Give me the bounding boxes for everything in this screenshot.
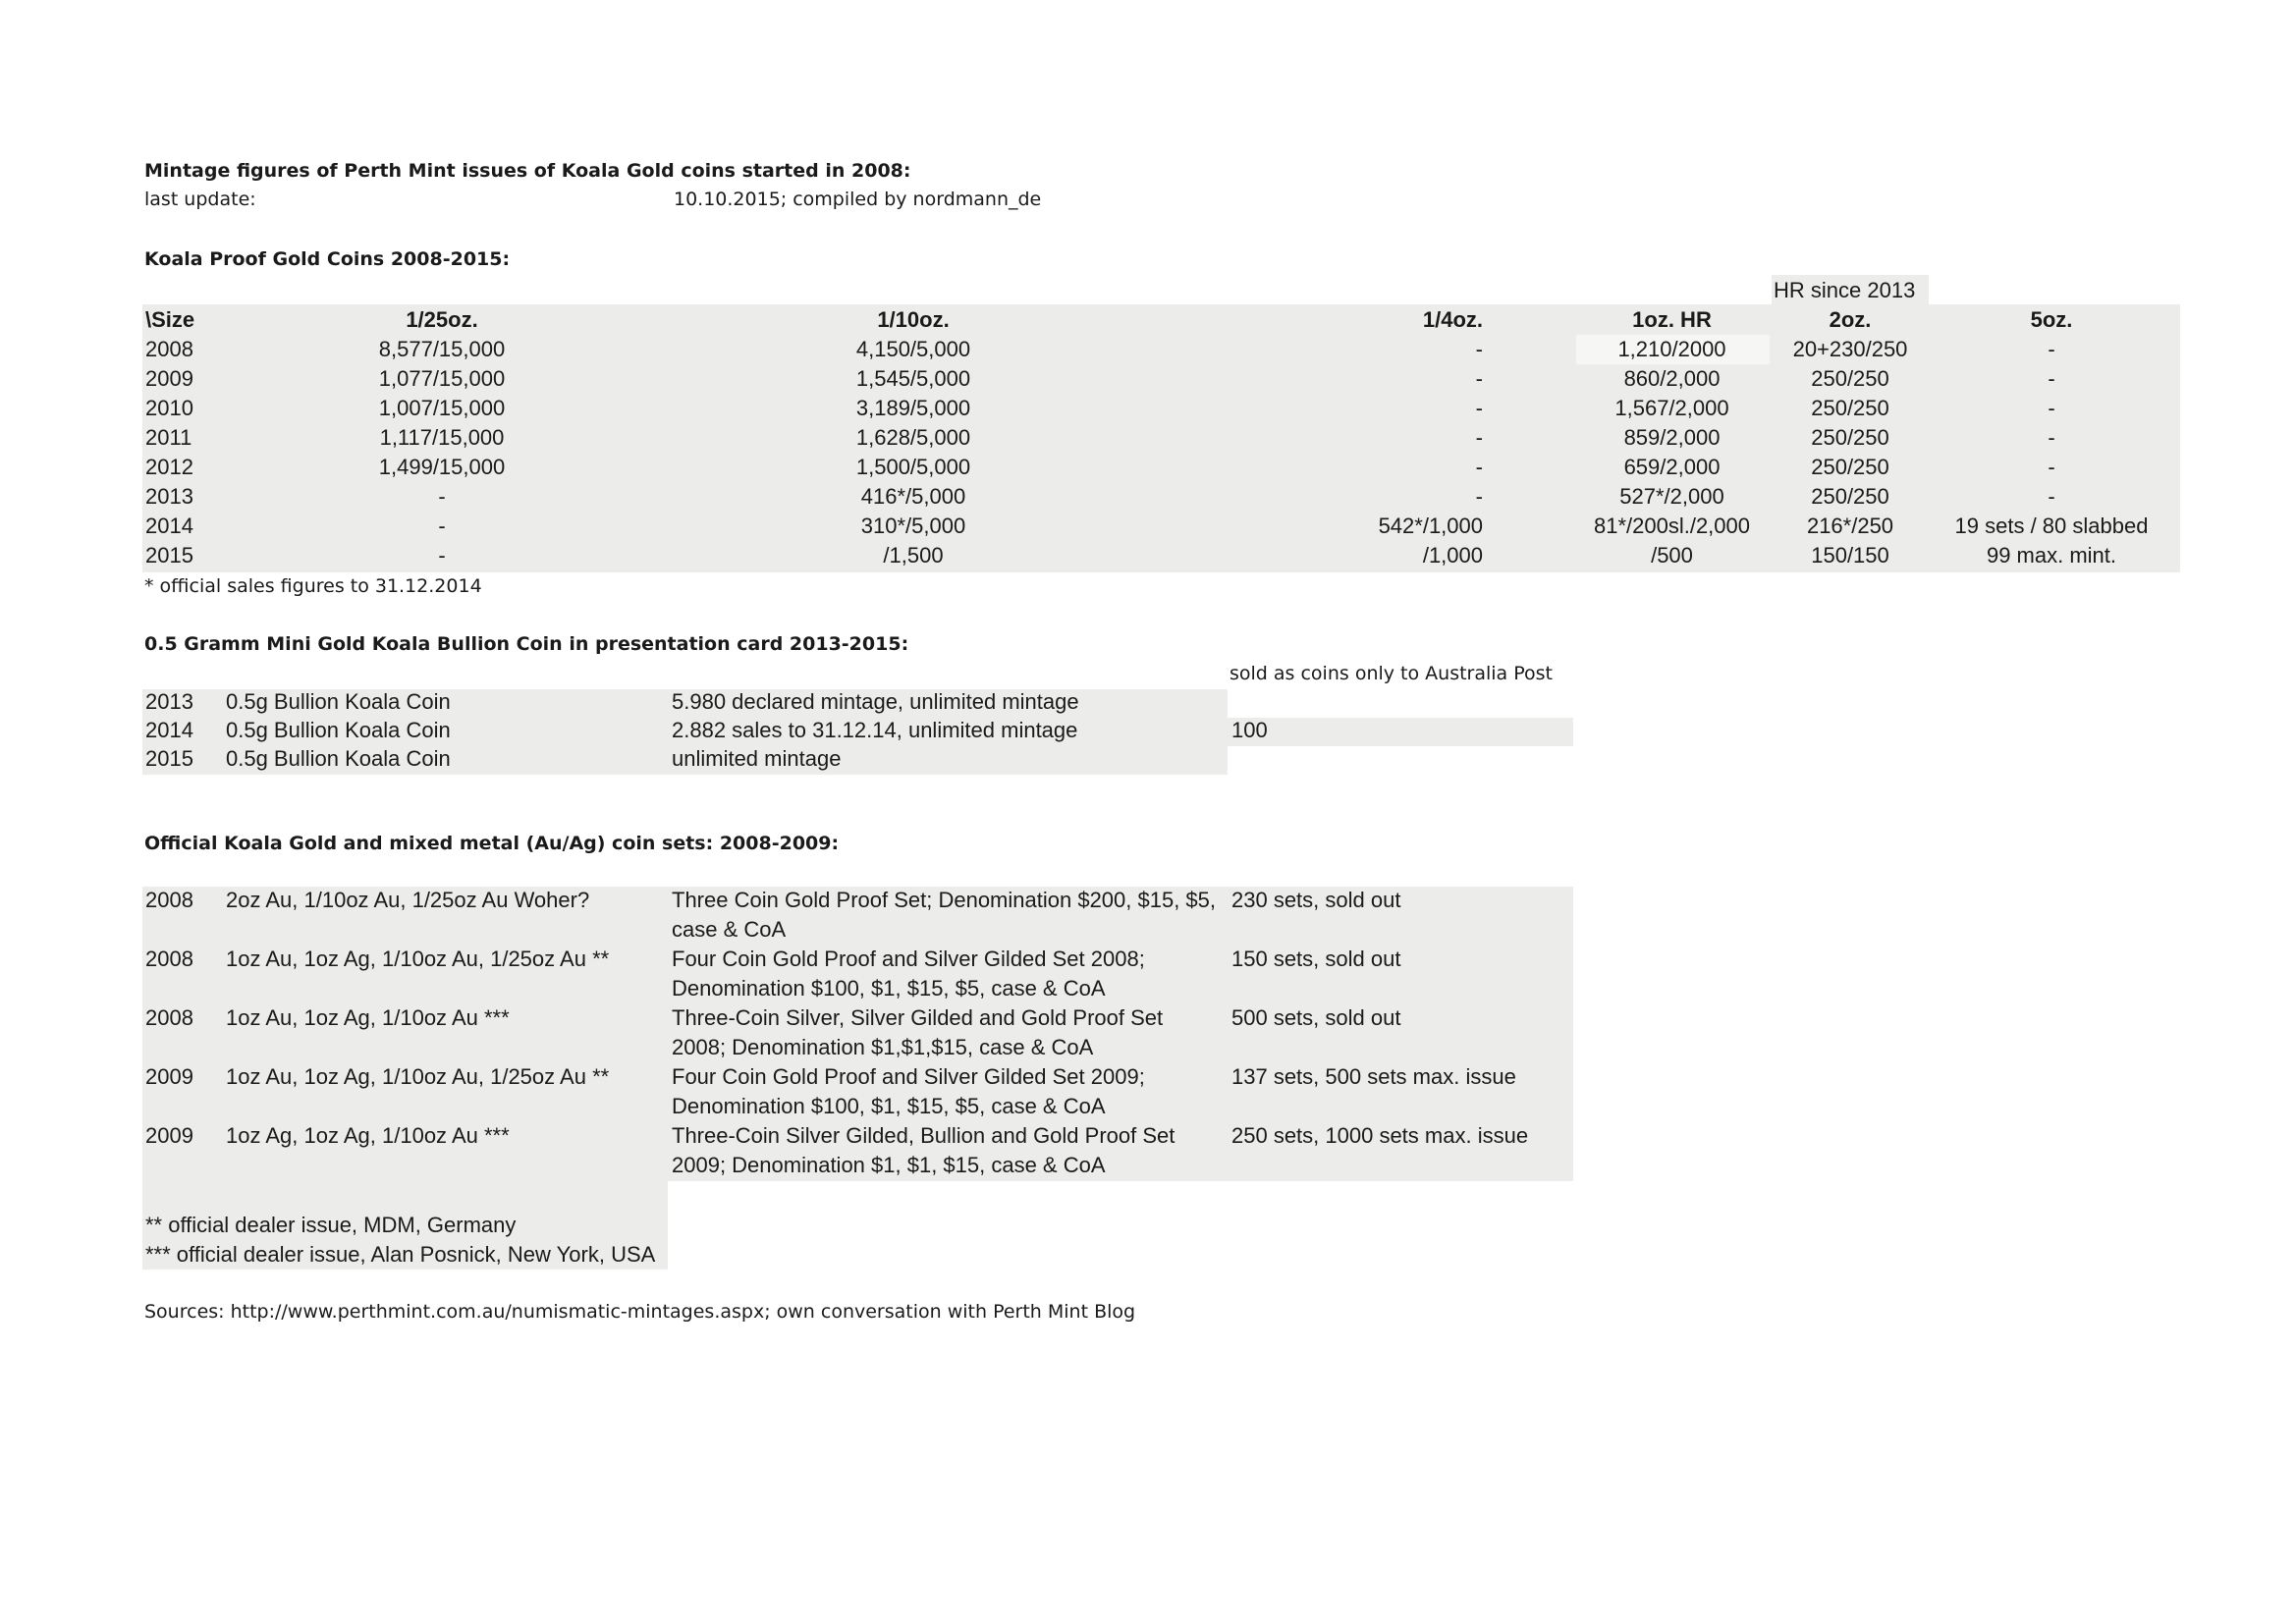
proof-cell: 250/250 [1811,366,1889,391]
proof-cell: 1,499/15,000 [378,455,506,479]
proof-cell: 20+230/250 [1792,337,1908,361]
proof-cell: 1,077/15,000 [378,366,506,391]
proof-column-header: 1/25oz. [406,307,478,332]
proof-column-header: 1/4oz. [1422,307,1483,332]
sets-cell: 230 sets, sold out [1231,888,1401,912]
sets-cell: 150 sets, sold out [1231,947,1401,971]
proof-row-year: 2012 [145,455,193,479]
proof-cell: 250/250 [1811,455,1889,479]
proof-row-year: 2015 [145,543,193,568]
hr-note: HR since 2013 [1774,278,1916,302]
proof-row-year: 2009 [145,366,193,391]
proof-cell: 3,189/5,000 [855,396,971,420]
proof-row-year: 2013 [145,484,193,509]
proof-cell: - [438,514,446,538]
proof-cell: 659/2,000 [1623,455,1721,479]
sets-row-year: 2008 [145,947,193,971]
proof-cell: - [2048,425,2055,450]
mini-heading: 0.5 Gramm Mini Gold Koala Bullion Coin in presentation card 2013-2015: [144,633,909,655]
proof-cell: - [1475,337,1483,361]
proof-cell: 8,577/15,000 [378,337,506,361]
proof-cell: 860/2,000 [1623,366,1721,391]
proof-row-year: 2011 [145,425,192,450]
proof-cell: 1,007/15,000 [378,396,506,420]
sets-footnote-2: *** official dealer issue, Alan Posnick, New York, USA [145,1242,656,1267]
proof-cell: 542*/1,000 [1378,514,1483,538]
mini-cell: 2.882 sales to 31.12.14, unlimited mintage [672,718,1078,742]
sets-cell: Three-Coin Silver, Silver Gilded and Gold Proof Set 2008; Denomination $1,$1,$15, case & CoA [672,1005,1164,1059]
sets-cell: 250 sets, 1000 sets max. issue [1231,1123,1529,1148]
sets-cell: 1oz Au, 1oz Ag, 1/10oz Au *** [226,1005,510,1030]
proof-cell: - [1475,425,1483,450]
proof-cell: 1,567/2,000 [1614,396,1729,420]
proof-column-header: 1/10oz. [877,307,950,332]
sets-cell: 500 sets, sold out [1231,1005,1401,1030]
mini-cell: 0.5g Bullion Koala Coin [226,689,451,714]
proof-cell: - [1475,396,1483,420]
sets-cell: Three-Coin Silver Gilded, Bullion and Gold Proof Set 2009; Denomination $1, $1, $15, case & CoA [672,1123,1175,1177]
sets-row-year: 2009 [145,1123,193,1148]
proof-footnote: * official sales figures to 31.12.2014 [144,575,482,597]
proof-cell: - [2048,396,2055,420]
proof-cell: 4,150/5,000 [855,337,971,361]
proof-cell: - [1475,366,1483,391]
proof-cell: /1,500 [883,543,944,568]
proof-row-year: 2010 [145,396,193,420]
sets-footnote-1: ** official dealer issue, MDM, Germany [145,1213,517,1237]
proof-cell: 19 sets / 80 slabbed [1954,514,2149,538]
sets-cell: 137 sets, 500 sets max. issue [1231,1064,1516,1089]
sets-row-year: 2008 [145,1005,193,1030]
sets-cell: Three Coin Gold Proof Set; Denomination $200, $15, $5, case & CoA [672,888,1217,942]
proof-cell: 216*/250 [1806,514,1894,538]
proof-cell: 310*/5,000 [860,514,966,538]
sets-cell: 2oz Au, 1/10oz Au, 1/25oz Au Woher? [226,888,590,912]
mini-side-note: sold as coins only to Australia Post [1230,663,1553,684]
page-title: Mintage figures of Perth Mint issues of Koala Gold coins started in 2008: [144,160,911,182]
sources-line: Sources: http://www.perthmint.com.au/numismatic-mintages.aspx; own conversation with Perth Mint Blog [144,1301,1136,1323]
proof-cell: 1,628/5,000 [855,425,971,450]
proof-cell: - [2048,484,2055,509]
proof-column-header: 5oz. [2030,307,2073,332]
proof-cell: 99 max. mint. [1986,543,2117,568]
sets-cell: 1oz Au, 1oz Ag, 1/10oz Au, 1/25oz Au ** [226,947,610,971]
proof-cell: /1,000 [1422,543,1483,568]
sets-heading: Official Koala Gold and mixed metal (Au/Ag) coin sets: 2008-2009: [144,833,840,854]
proof-cell: /500 [1651,543,1693,568]
proof-cell: 416*/5,000 [860,484,966,509]
last-update-label: last update: [144,189,256,210]
proof-column-header: 1oz. HR [1632,307,1712,332]
proof-cell: - [1475,484,1483,509]
proof-cell: 81*/200sl./2,000 [1593,514,1751,538]
proof-row-year: 2008 [145,337,193,361]
proof-row-year: 2014 [145,514,193,538]
proof-cell: - [438,543,446,568]
proof-cell: 250/250 [1811,425,1889,450]
proof-column-header: 2oz. [1829,307,1872,332]
mini-cell: 0.5g Bullion Koala Coin [226,718,451,742]
proof-cell: - [2048,337,2055,361]
proof-heading: Koala Proof Gold Coins 2008-2015: [144,248,511,270]
proof-cell: 150/150 [1811,543,1889,568]
proof-cell: 859/2,000 [1623,425,1721,450]
mini-row-year: 2014 [145,718,193,742]
mini-cell: 0.5g Bullion Koala Coin [226,746,451,771]
sets-row-year: 2008 [145,888,193,912]
proof-column-header: \Size [145,307,195,332]
proof-cell: 1,210/2000 [1617,337,1726,361]
sets-row-year: 2009 [145,1064,193,1089]
proof-cell: - [2048,455,2055,479]
proof-cell: 1,117/15,000 [379,425,505,450]
sets-cell: Four Coin Gold Proof and Silver Gilded Set 2008; Denomination $100, $1, $15, $5, case & CoA [672,947,1145,1001]
sets-cell: 1oz Au, 1oz Ag, 1/10oz Au, 1/25oz Au ** [226,1064,610,1089]
mini-row-year: 2013 [145,689,193,714]
proof-cell: - [2048,366,2055,391]
mini-cell: 5.980 declared mintage, unlimited mintage [672,689,1079,714]
proof-cell: 250/250 [1811,484,1889,509]
sets-cell: 1oz Ag, 1oz Ag, 1/10oz Au *** [226,1123,510,1148]
mini-side-background [1228,718,1573,746]
proof-cell: 1,545/5,000 [855,366,971,391]
proof-cell: - [438,484,446,509]
mini-row-year: 2015 [145,746,193,771]
mini-cell: unlimited mintage [672,746,842,771]
proof-cell: 1,500/5,000 [855,455,971,479]
proof-cell: 250/250 [1811,396,1889,420]
proof-cell: - [1475,455,1483,479]
mini-cell: 100 [1231,718,1268,742]
sets-cell: Four Coin Gold Proof and Silver Gilded Set 2009; Denomination $100, $1, $15, $5, case & CoA [672,1064,1145,1118]
last-update-value: 10.10.2015; compiled by nordmann_de [674,189,1042,210]
proof-cell: 527*/2,000 [1619,484,1724,509]
